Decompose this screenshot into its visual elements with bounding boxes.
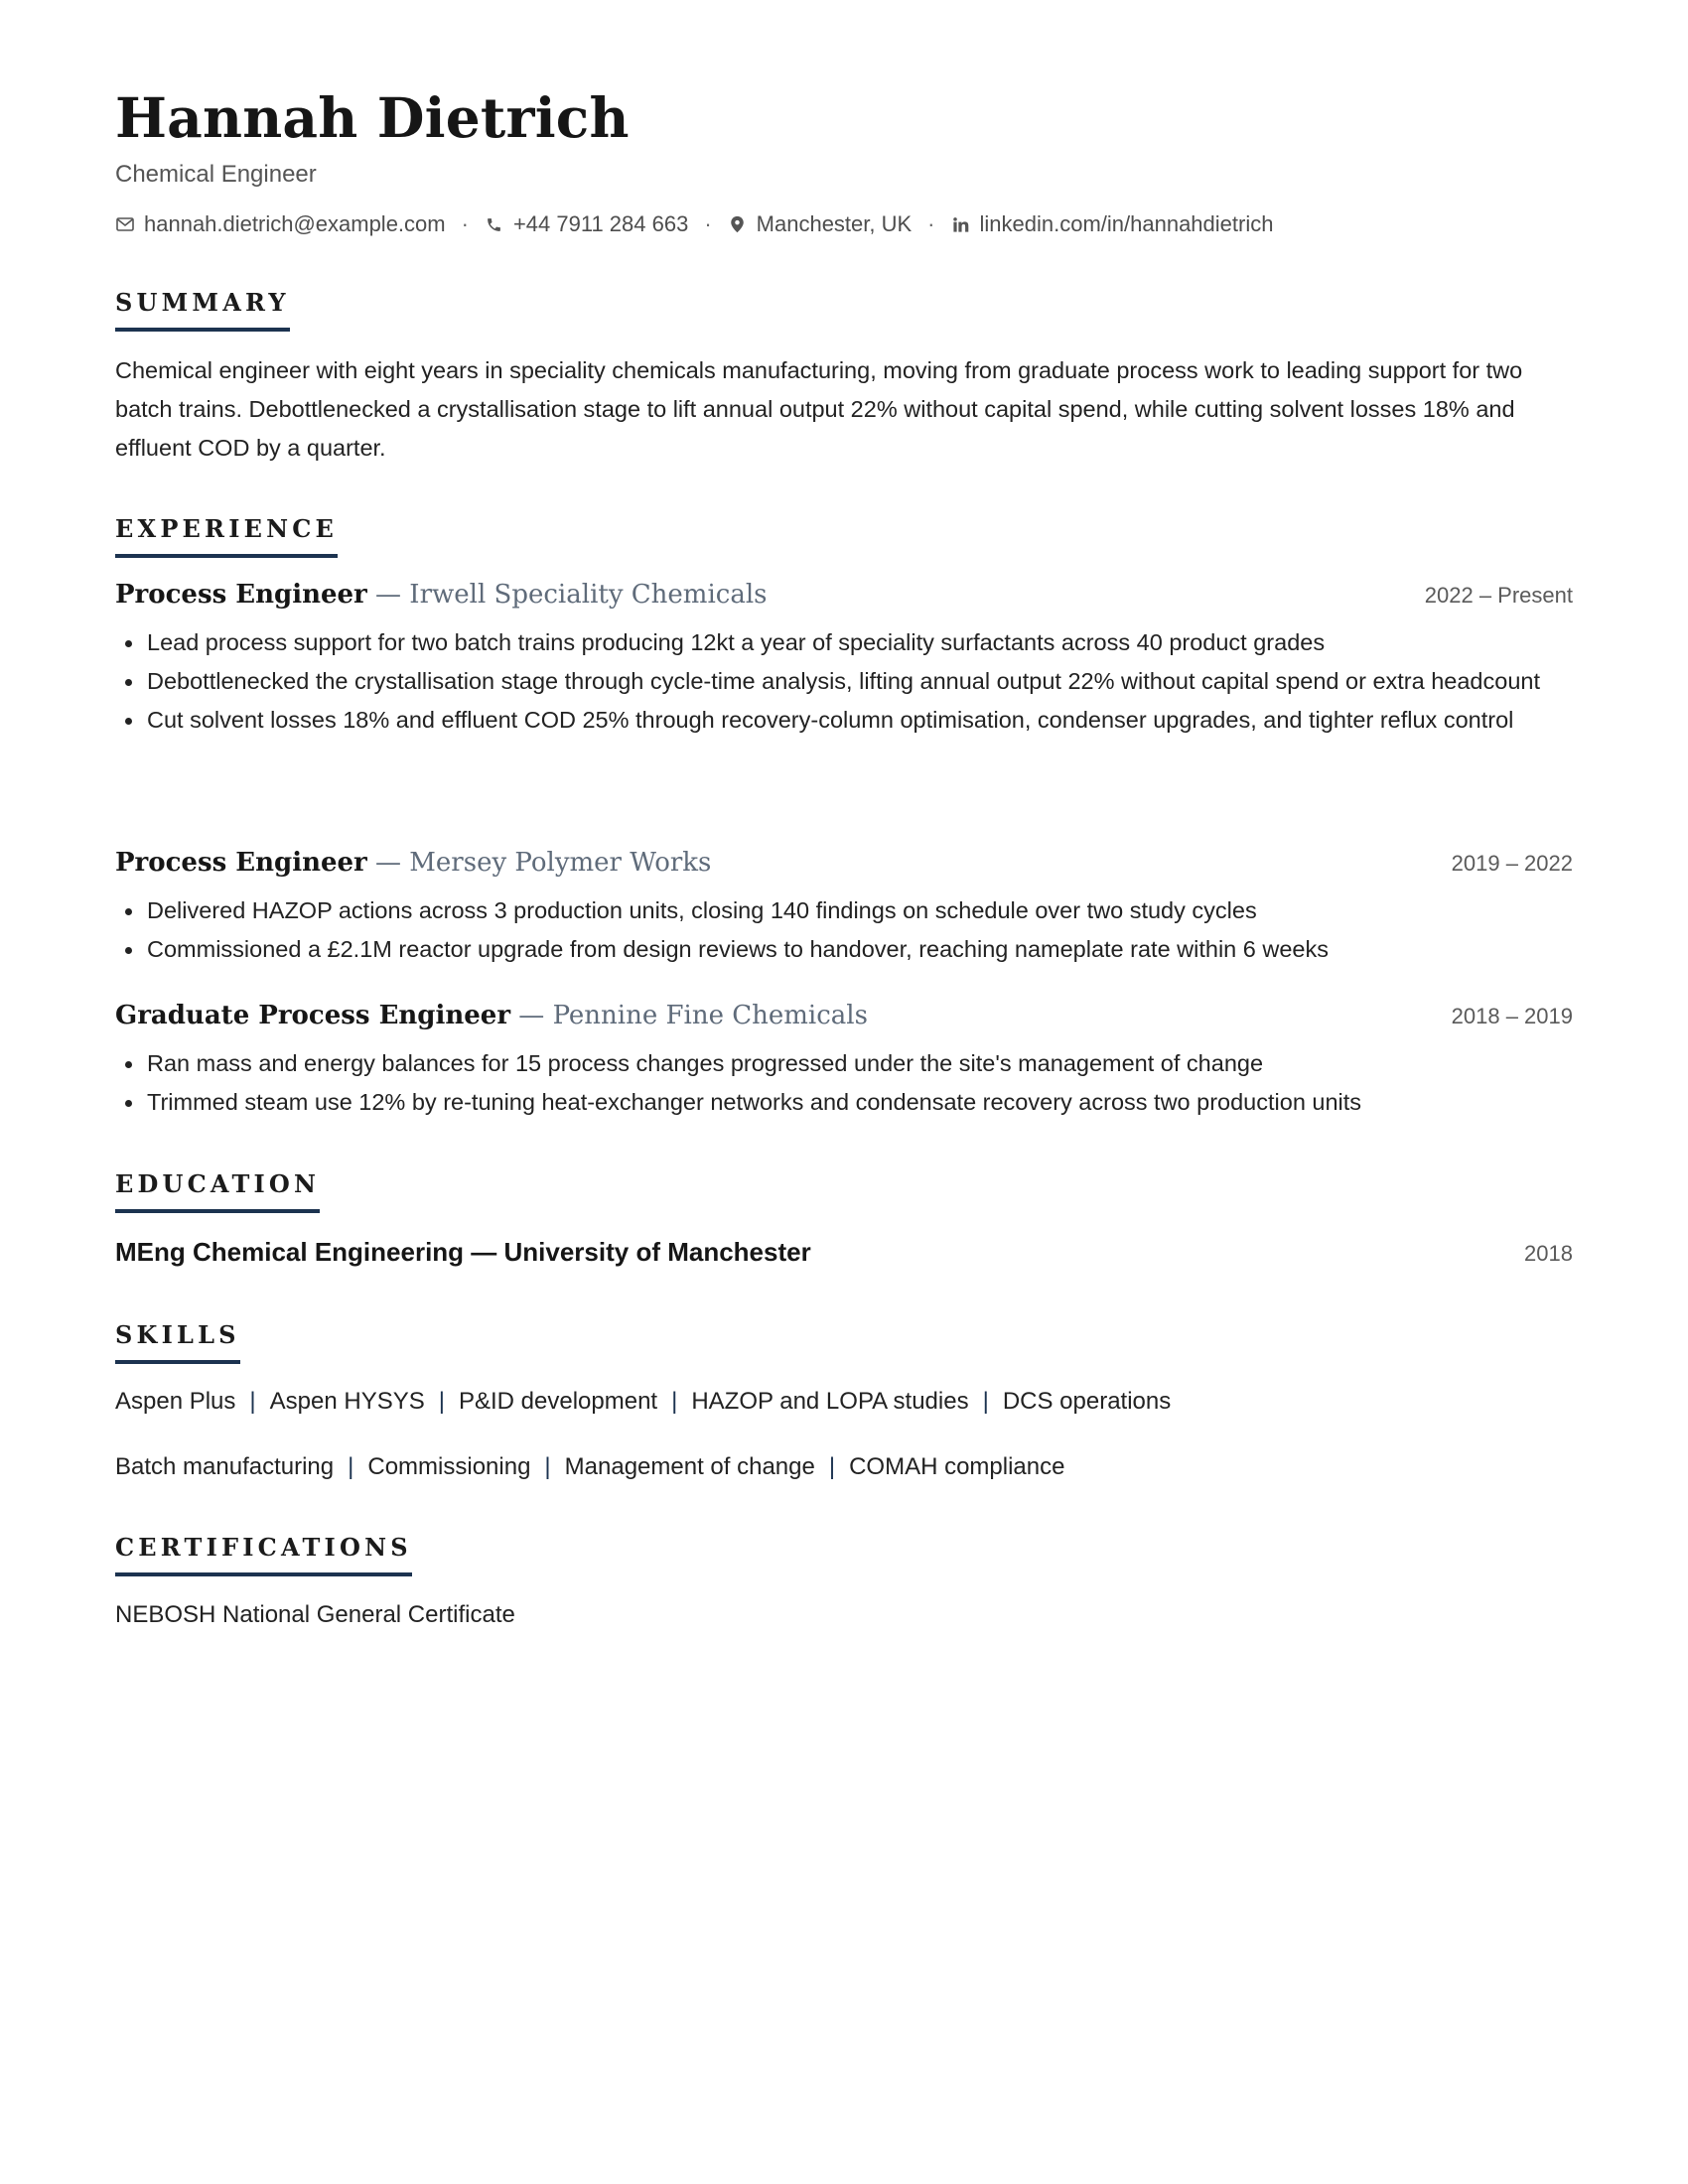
job-role: Graduate Process Engineer xyxy=(115,1001,511,1030)
skill-item: Aspen HYSYS xyxy=(269,1388,425,1415)
job-company: — Irwell Speciality Chemicals xyxy=(366,580,768,610)
skills-line xyxy=(115,1452,1064,1482)
skill-item: HAZOP and LOPA studies xyxy=(691,1388,969,1415)
skill-separator: | xyxy=(544,1453,551,1480)
skill-item: Aspen Plus xyxy=(115,1388,236,1415)
section-heading-summary: SUMMARY xyxy=(115,288,290,332)
job-bullet: Commissioned a £2.1M reactor upgrade from design reviews to handover, reaching nameplate rate within 6 weeks xyxy=(147,930,1605,969)
contact-email[interactable] xyxy=(115,210,446,238)
skill-separator: | xyxy=(348,1453,354,1480)
section-heading-certifications: CERTIFICATIONS xyxy=(115,1533,412,1576)
education-entry xyxy=(115,1237,1573,1268)
skill-item: COMAH compliance xyxy=(849,1453,1065,1480)
candidate-title: Chemical Engineer xyxy=(115,161,317,188)
contact-location-text: Manchester, UK xyxy=(756,211,913,236)
skill-item: Commissioning xyxy=(367,1453,531,1480)
skill-separator: | xyxy=(828,1453,836,1480)
job-company: — Pennine Fine Chemicals xyxy=(510,1001,868,1030)
skill-separator: | xyxy=(249,1388,256,1415)
job-bullets xyxy=(115,1044,1605,1122)
skill-item: Batch manufacturing xyxy=(115,1453,335,1480)
job-bullet: Cut solvent losses 18% and effluent COD 25% through recovery-column optimisation, condenser upgrades, and tighter reflux control xyxy=(147,701,1605,740)
phone-icon xyxy=(485,214,504,234)
contact-bar xyxy=(115,210,1273,238)
linkedin-icon xyxy=(951,214,971,234)
certification-item: NEBOSH National General Certificate xyxy=(115,1601,515,1628)
summary-text: Chemical engineer with eight years in speciality chemicals manufacturing, moving from graduate process work to leading support for two batch trains. Debottlenecked a crystallisation stage to lift annual output 22% without capital spend, while cutting solvent losses 18% and effluent COD by a quarter. xyxy=(115,357,1523,461)
job-bullets xyxy=(115,891,1605,969)
contact-email-text: hannah.dietrich@example.com xyxy=(144,211,446,236)
job-bullet: Delivered HAZOP actions across 3 production units, closing 140 findings on schedule over two study cycles xyxy=(147,891,1605,930)
skill-item: DCS operations xyxy=(1002,1388,1172,1415)
job-company: — Mersey Polymer Works xyxy=(366,848,712,878)
job-role: Process Engineer xyxy=(115,848,367,878)
job-role: Process Engineer xyxy=(115,580,367,610)
job-bullet: Trimmed steam use 12% by re-tuning heat-exchanger networks and condensate recovery across two production units xyxy=(147,1083,1605,1122)
map-pin-icon xyxy=(728,214,748,234)
mail-icon xyxy=(115,214,135,234)
contact-phone-text: +44 7911 284 663 xyxy=(512,211,689,236)
job-dates: 2019 – 2022 xyxy=(1451,851,1573,876)
candidate-name: Hannah Dietrich xyxy=(115,85,630,150)
contact-phone[interactable] xyxy=(485,210,688,238)
contact-separator: · xyxy=(927,211,935,236)
contact-location xyxy=(728,210,913,238)
job-bullet: Debottlenecked the crystallisation stage through cycle-time analysis, lifting annual output 22% without capital spend or extra headcount xyxy=(147,662,1605,701)
skill-separator: | xyxy=(671,1388,678,1415)
education-year: 2018 xyxy=(1524,1241,1573,1266)
section-heading-skills: SKILLS xyxy=(115,1320,240,1364)
job-header xyxy=(115,1001,1573,1030)
contact-linkedin[interactable] xyxy=(951,210,1274,238)
job-header xyxy=(115,580,1573,610)
section-heading-education: EDUCATION xyxy=(115,1169,320,1213)
job-bullets xyxy=(115,623,1605,740)
skill-item: P&ID development xyxy=(458,1388,658,1415)
contact-separator: · xyxy=(461,211,469,236)
contact-linkedin-text: linkedin.com/in/hannahdietrich xyxy=(979,211,1274,236)
skill-item: Management of change xyxy=(564,1453,815,1480)
skill-separator: | xyxy=(438,1388,445,1415)
job-header xyxy=(115,848,1573,878)
education-degree: MEng Chemical Engineering — University of Manchester xyxy=(115,1237,811,1267)
job-dates: 2018 – 2019 xyxy=(1451,1004,1573,1028)
contact-separator: · xyxy=(704,211,712,236)
section-heading-experience: EXPERIENCE xyxy=(115,514,338,558)
job-bullet: Ran mass and energy balances for 15 process changes progressed under the site's management of change xyxy=(147,1044,1605,1083)
job-bullet: Lead process support for two batch trains producing 12kt a year of speciality surfactants across 40 product grades xyxy=(147,623,1605,662)
job-dates: 2022 – Present xyxy=(1424,583,1573,608)
skill-separator: | xyxy=(982,1388,989,1415)
skills-line xyxy=(115,1387,1171,1417)
